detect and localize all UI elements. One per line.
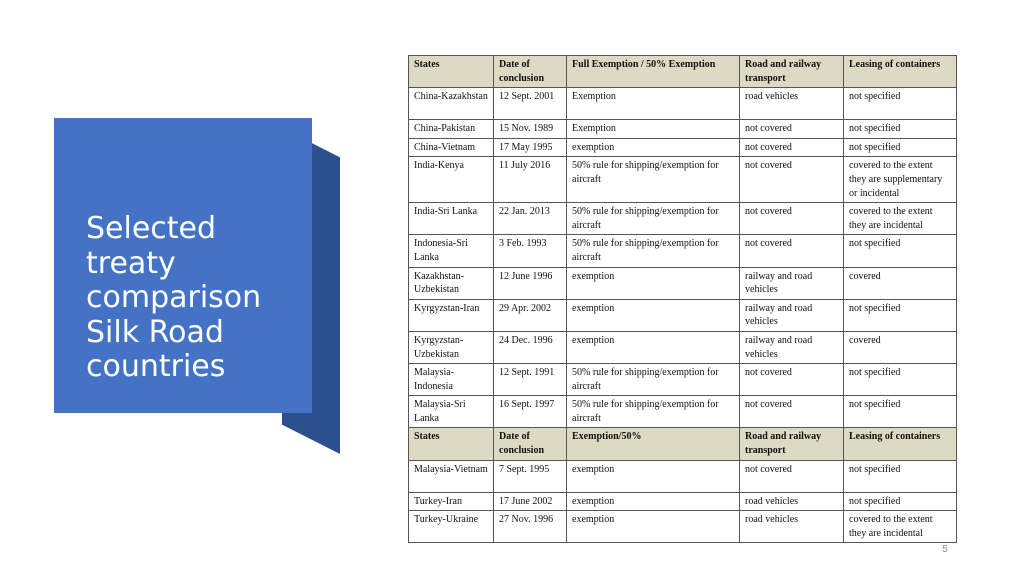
table-cell: exemption (567, 299, 740, 331)
table-cell: not specified (844, 88, 957, 120)
table-cell: 50% rule for shipping/exemption for aircraft (567, 235, 740, 267)
page-number: 5 (942, 544, 948, 555)
treaty-comparison-table (408, 55, 957, 543)
table-row (409, 120, 957, 139)
table-cell: railway and road vehicles (740, 331, 844, 363)
table-cell: not covered (740, 364, 844, 396)
table-cell: India-Kenya (409, 157, 494, 203)
table-cell: not specified (844, 364, 957, 396)
table-cell: 3 Feb. 1993 (494, 235, 567, 267)
table-cell: exemption (567, 511, 740, 543)
table-row (409, 138, 957, 157)
header-cell: Leasing of containers (844, 428, 957, 460)
table-row (409, 364, 957, 396)
table-cell: covered (844, 331, 957, 363)
table-cell: Exemption (567, 120, 740, 139)
slide-title: Selected treaty comparison Silk Road countries (86, 211, 262, 384)
table-cell: exemption (567, 267, 740, 299)
table-cell: 50% rule for shipping/exemption for aircraft (567, 203, 740, 235)
header-cell: Road and railway transport (740, 428, 844, 460)
table-row (409, 203, 957, 235)
table-cell: China-Vietnam (409, 138, 494, 157)
table-cell: Indonesia-Sri Lanka (409, 235, 494, 267)
table-row (409, 157, 957, 203)
table-row (409, 88, 957, 120)
table-cell: 12 June 1996 (494, 267, 567, 299)
table-cell: 50% rule for shipping/exemption for aircraft (567, 157, 740, 203)
table-cell: not specified (844, 235, 957, 267)
table-cell: 24 Dec. 1996 (494, 331, 567, 363)
table-cell: 27 Nov. 1996 (494, 511, 567, 543)
header-cell: Full Exemption / 50% Exemption (567, 56, 740, 88)
table-cell: covered to the extent they are supplementary or incidental (844, 157, 957, 203)
table-row (409, 511, 957, 543)
table-cell: Turkey-Iran (409, 492, 494, 511)
table-cell: 50% rule for shipping/exemption for aircraft (567, 396, 740, 428)
table-cell: exemption (567, 492, 740, 511)
table-cell: Malaysia-Vietnam (409, 460, 494, 492)
table-cell: not specified (844, 492, 957, 511)
table-cell: covered to the extent they are incidental (844, 203, 957, 235)
table-cell: not covered (740, 460, 844, 492)
table-cell: not covered (740, 203, 844, 235)
header-cell: Date of conclusion (494, 428, 567, 460)
table-cell: 15 Nov. 1989 (494, 120, 567, 139)
table-cell: exemption (567, 138, 740, 157)
header-cell: Date of conclusion (494, 56, 567, 88)
table-cell: exemption (567, 460, 740, 492)
table-cell: China-Pakistan (409, 120, 494, 139)
table-cell: railway and road vehicles (740, 299, 844, 331)
table-cell: Malaysia-Indonesia (409, 364, 494, 396)
table-cell: covered to the extent they are incidental (844, 511, 957, 543)
table-cell: not covered (740, 235, 844, 267)
table-cell: covered (844, 267, 957, 299)
header-cell: Exemption/50% (567, 428, 740, 460)
table-cell: exemption (567, 331, 740, 363)
table-row (409, 331, 957, 363)
table-cell: railway and road vehicles (740, 267, 844, 299)
table-cell: not specified (844, 460, 957, 492)
table-header-row (409, 428, 957, 460)
table-cell: 22 Jan. 2013 (494, 203, 567, 235)
table-cell: Kyrgyzstan-Uzbekistan (409, 331, 494, 363)
table-cell: China-Kazakhstan (409, 88, 494, 120)
table-header-row (409, 56, 957, 88)
table-cell: India-Sri Lanka (409, 203, 494, 235)
table-cell: 11 July 2016 (494, 157, 567, 203)
table-cell: not specified (844, 396, 957, 428)
table-row (409, 299, 957, 331)
header-cell: States (409, 56, 494, 88)
table-cell: road vehicles (740, 511, 844, 543)
table-cell: 29 Apr. 2002 (494, 299, 567, 331)
table-cell: Kyrgyzstan-Iran (409, 299, 494, 331)
table-cell: Malaysia-Sri Lanka (409, 396, 494, 428)
table-cell: 50% rule for shipping/exemption for aircraft (567, 364, 740, 396)
table-row (409, 460, 957, 492)
table-cell: not covered (740, 120, 844, 139)
table-cell: 16 Sept. 1997 (494, 396, 567, 428)
header-cell: Road and railway transport (740, 56, 844, 88)
header-cell: States (409, 428, 494, 460)
table-cell: not specified (844, 138, 957, 157)
table-cell: 17 June 2002 (494, 492, 567, 511)
table-cell: 12 Sept. 2001 (494, 88, 567, 120)
table-row (409, 235, 957, 267)
table-row (409, 492, 957, 511)
table-cell: not covered (740, 138, 844, 157)
table-cell: road vehicles (740, 492, 844, 511)
table-cell: 17 May 1995 (494, 138, 567, 157)
table-cell: 7 Sept. 1995 (494, 460, 567, 492)
table-cell: not covered (740, 396, 844, 428)
table-cell: 12 Sept. 1991 (494, 364, 567, 396)
table-row (409, 267, 957, 299)
table-cell: not specified (844, 120, 957, 139)
table-cell: not covered (740, 157, 844, 203)
table-cell: Turkey-Ukraine (409, 511, 494, 543)
table-row (409, 396, 957, 428)
table-cell: Kazakhstan-Uzbekistan (409, 267, 494, 299)
table-cell: Exemption (567, 88, 740, 120)
table-cell: not specified (844, 299, 957, 331)
table-cell: road vehicles (740, 88, 844, 120)
header-cell: Leasing of containers (844, 56, 957, 88)
